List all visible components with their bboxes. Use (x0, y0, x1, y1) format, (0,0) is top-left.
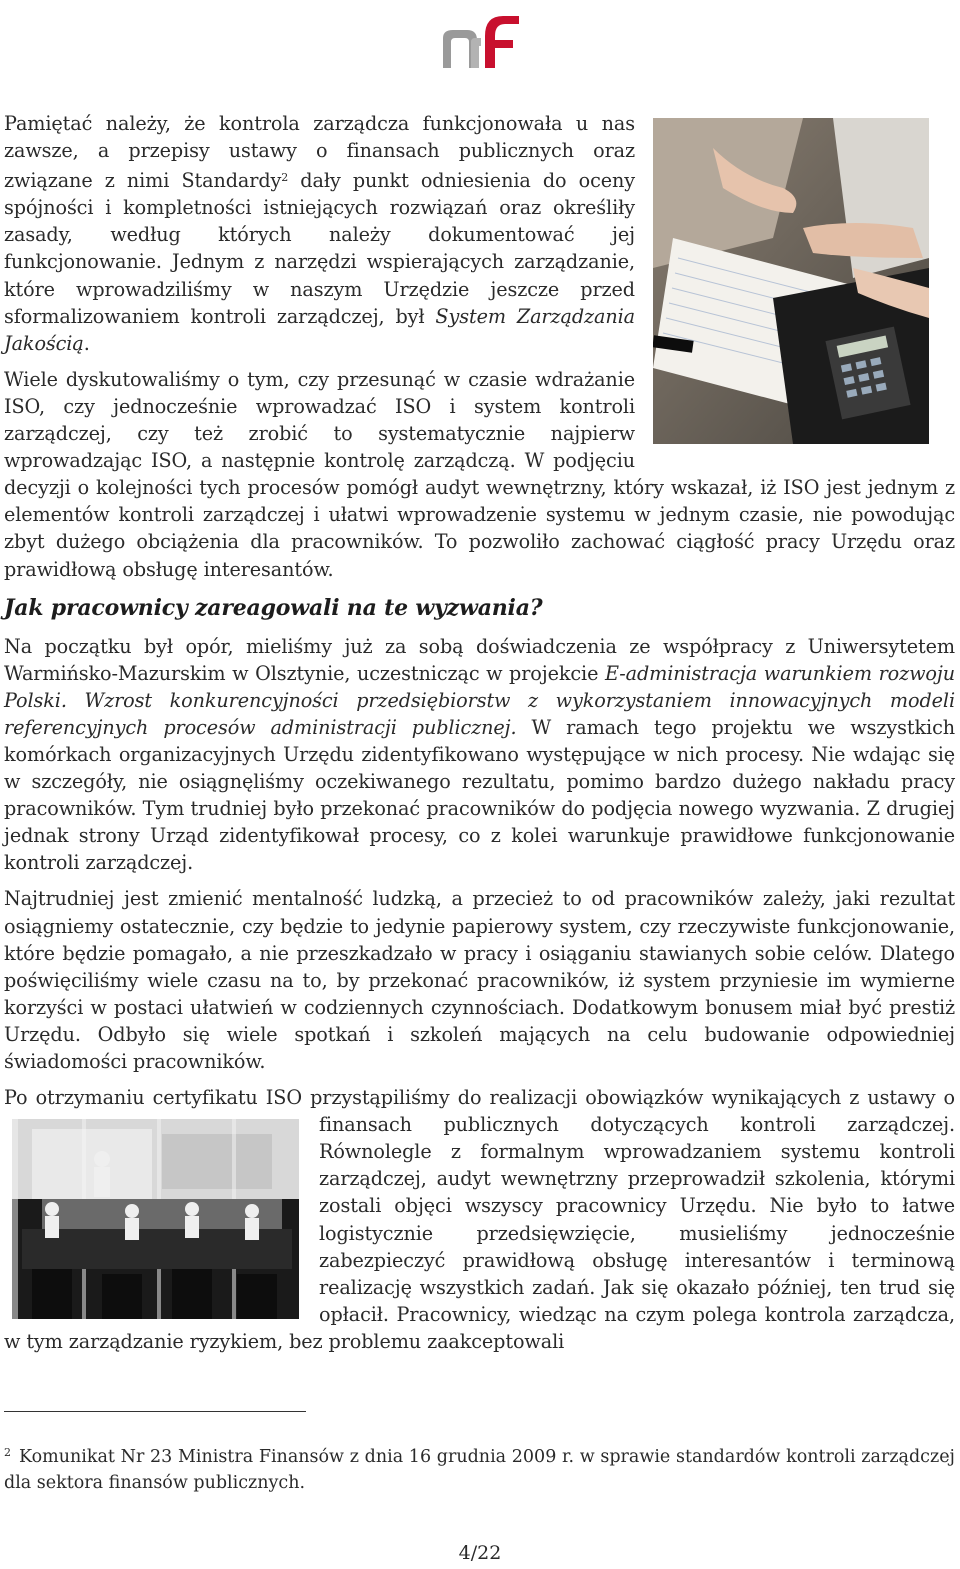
p3-text-a: Na początku był opór, mieliśmy już za sobą doświadczenia ze współpracy z Uniwersytetem Warmińsko-Mazurskim w Olsztynie, uczestnicząc w projekcie (4, 634, 955, 685)
page-number: 4/22 (458, 1542, 502, 1564)
footnote (4, 1440, 955, 1496)
footnote-divider (4, 1411, 306, 1412)
paragraph-4: Najtrudniej jest zmienić mentalność ludzką, a przecież to od pracowników zależy, jaki rezultat osiągniemy ostatecznie, czy będzie to jedynie papierowy system, czy rzeczywiste funkcjonowanie, które będzie pomagało, a nie przeszkadzało w pracy i osiąganiu stawianych sobie celów. Dlatego poświęciliśmy wiele czasu na to, by przekonać pracowników, iż system przyniesie im wymierne korzyści w postaci ułatwień w codziennych czynnościach. Dodatkowym bonusem miał być prestiż Urzędu. Odbyło się wiele spotkań i szkoleń mających na celu budowanie odpowiedniej świadomości pracowników. (4, 887, 955, 1073)
p1-text-a: Pamiętać należy, że kontrola zarządcza funkcjonowała u nas zawsze, a przepisy ustawy o finansach publicznych oraz związane z nimi Standardy (4, 112, 635, 193)
conference-room-photo (12, 1119, 299, 1319)
mf-logo-icon (441, 12, 521, 68)
footnote-number: 2 (4, 1446, 11, 1459)
p3-emphasis: E-administracja warunkiem rozwoju Polski. Wzrost konkurencyjności przedsiębiorstw z wykorzystaniem innowacyjnych modeli referencyjnych procesów administracji publicznej. (4, 661, 955, 739)
p5-text-a: Po otrzymaniu certyfikatu ISO przystąpiliśmy do realizacji obowiązków wynikających z ustawy o finansach publicznych dotyczących kontroli zarządczej. (4, 1086, 955, 1137)
p1-text-b: dały punkt odniesienia do oceny spójności i kompletności istniejących rozwiązań oraz określiły zasady, według których należy dokumentować jej funkcjonowanie. Jednym z narzędzi wspierających zarządzanie, które wprowadziliśmy w naszym Urzędzie jeszcze przed sformalizowaniem kontroli zarządczej, był (4, 169, 635, 328)
p5-text-b: Równolegle z formalnym wprowadzaniem systemu kontroli zarządczej, audyt wewnętrzny przeprowadził szkolenia, którymi zostali objęci wszyscy pracownicy Urzędu. Nie było to łatwe logistycznie przedsięwzięcie, musieliśmy jednocześnie zabezpieczyć prawidłową obsługę interesantów i terminową realizację wszystkich zadań. Jak się okazało później, ten trud się opłacił. Pracownicy, wiedząc na czym polega kontrola zarządcza, w tym zarządzanie ryzykiem, bez problemu zaakceptowali (4, 1140, 955, 1353)
paragraph-2: Wiele dyskutowaliśmy o tym, czy przesunąć w czasie wdrażanie ISO, czy jednocześnie wprowadzać ISO i system kontroli zarządczej, czy też zrobić to systematycznie najpierw wprowadzając ISO, a następnie kontrolę zarządczą. W podjęciu decyzji o kolejności tych procesów pomógł audyt wewnętrzny, który wskazał, iż ISO jest jednym z elementów kontroli zarządczej i ułatwi wprowadzenie systemu w jednym czasie, nie powodując zbyt dużego obciążenia dla pracowników. To pozwoliło zachować ciągłość pracy Urzędu oraz prawidłową obsługę interesantów. (4, 367, 955, 581)
page-body (4, 110, 955, 1355)
p1-emphasis: System Zarządzania Jakością (4, 304, 635, 355)
p3-text-b: W ramach tego projektu we wszystkich komórkach organizacyjnych Urzędu zidentyfikowano występujące w nich procesy. Nie wdając się w szczegóły, nie osiągnęliśmy oczekiwanego rezultatu, pomimo bardzo dużego nakładu pracy pracowników. Tym trudniej było przekonać pracowników do podjęcia nowego wyzwania. Z drugiej jednak strony Urząd zidentyfikował procesy, co z kolei warunkuje prawidłowe funkcjonowanie kontroli zarządczej. (4, 715, 955, 875)
paragraph-5 (4, 1084, 955, 1355)
section-heading: Jak pracownicy zareagowali na te wyzwania? (4, 594, 543, 621)
p1-text-c: . (83, 331, 90, 355)
footnote-text: Komunikat Nr 23 Ministra Finansów z dnia 16 grudnia 2009 r. w sprawie standardów kontroli zarządczej dla sektora finansów publicznych. (4, 1447, 955, 1493)
paragraph-3 (4, 633, 955, 877)
meeting-documents-photo (653, 118, 929, 444)
footnote-ref[interactable]: 2 (281, 171, 289, 185)
